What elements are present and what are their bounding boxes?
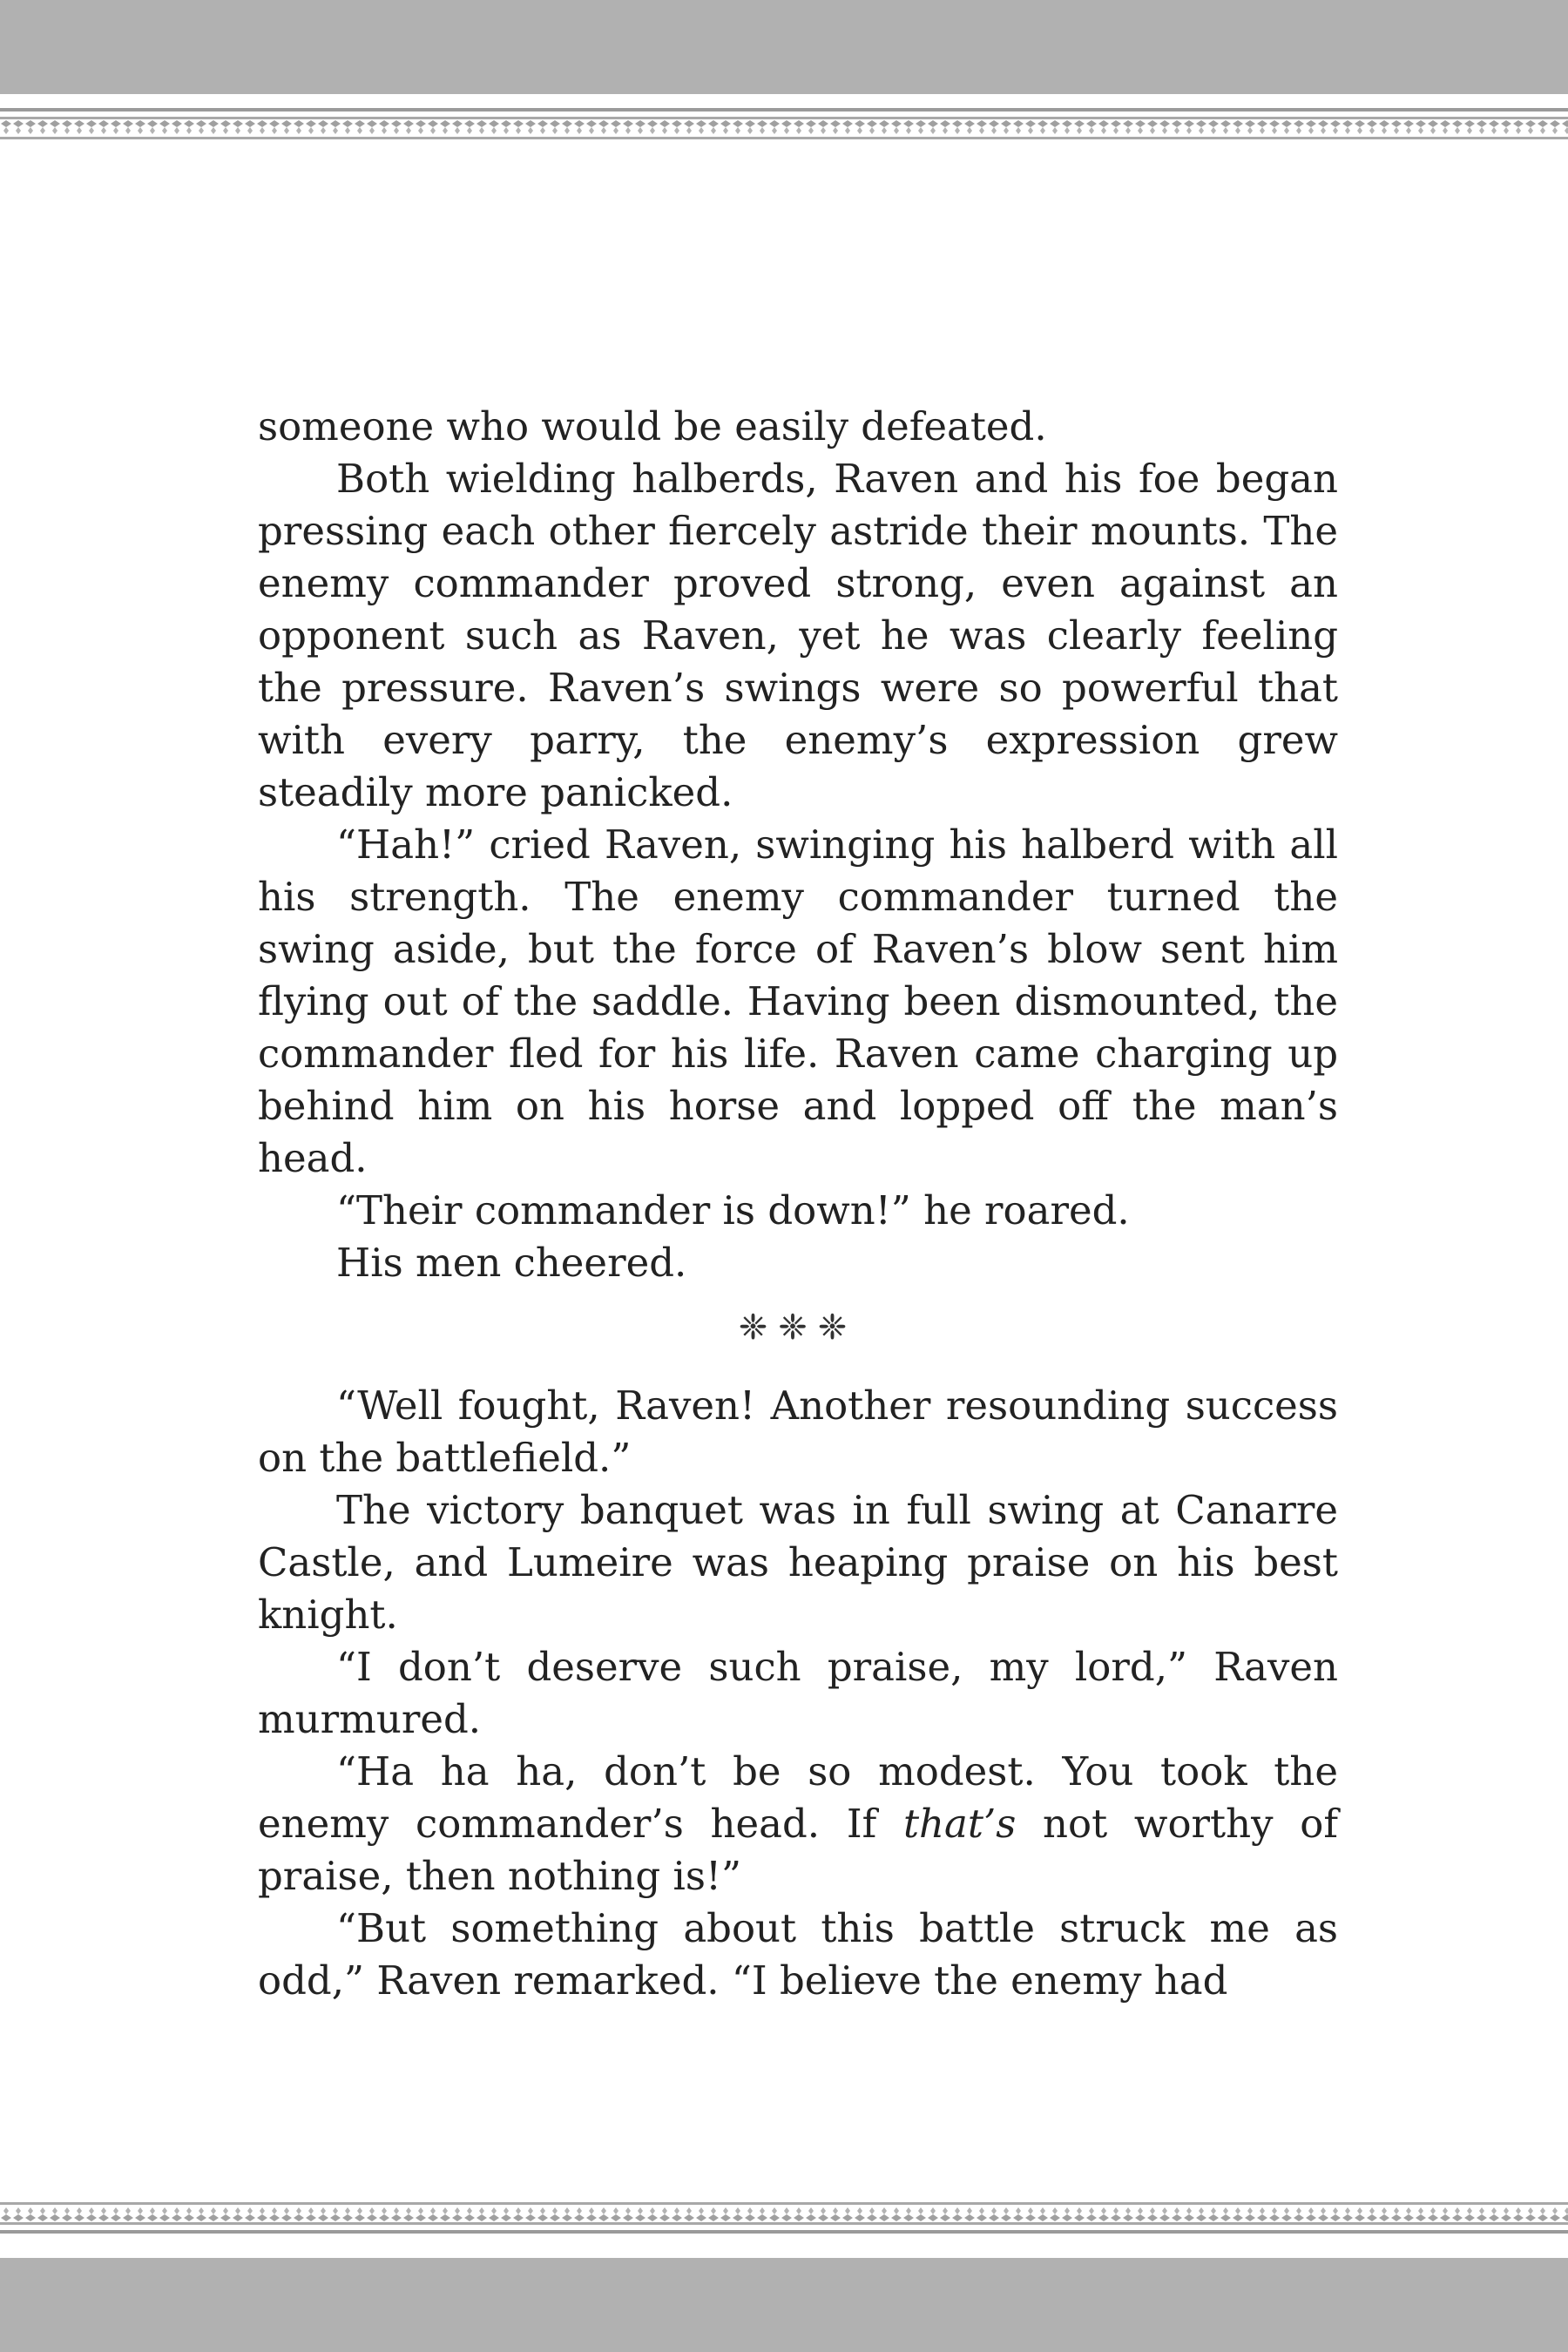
paragraph: His men cheered. bbox=[336, 1240, 687, 1286]
emphasized-word: that’s bbox=[902, 1801, 1017, 1847]
bottom-gray-band bbox=[0, 2258, 1568, 2352]
bottom-ornamental-border bbox=[0, 2193, 1568, 2234]
paragraph: someone who would be easily defeated. bbox=[258, 403, 1047, 449]
scene-break-ornament: ❈❈❈ bbox=[738, 1308, 858, 1348]
paragraph: “Their commander is down!” he roared. bbox=[336, 1187, 1130, 1233]
top-ornamental-border bbox=[0, 108, 1568, 148]
paragraph: “I don’t deserve such praise, my lord,” Raven murmured. bbox=[258, 1644, 1338, 1742]
text-run: not worthy of praise, then nothing is!” bbox=[258, 1801, 1338, 1899]
paragraph: “But something about this battle struck me as odd,” Raven remarked. “I believe the enemy had bbox=[258, 1905, 1338, 2004]
body-text bbox=[258, 401, 1338, 2007]
top-gray-band bbox=[0, 0, 1568, 94]
paragraph: The victory banquet was in full swing at Canarre Castle, and Lumeire was heaping praise on his best knight. bbox=[258, 1487, 1338, 1638]
paragraph: “Hah!” cried Raven, swinging his halberd with all his strength. The enemy commander turned the swing aside, but the force of Raven’s blow sent him flying out of the saddle. Having been dismounted, the commander fled for his life. Raven came charging up behind him on his horse and lopped off the man’s head. bbox=[258, 821, 1338, 1181]
paragraph: “Well fought, Raven! Another resounding success on the battlefield.” bbox=[258, 1382, 1338, 1481]
text-run: “Ha ha ha, don’t be so modest. You took the enemy commander’s head. If bbox=[258, 1748, 1338, 1847]
paragraph: Both wielding halberds, Raven and his foe began pressing each other fiercely astride their mounts. The enemy commander proved strong, even against an opponent such as Raven, yet he was clearly feeling the pressure. Raven’s swings were so powerful that with every parry, the enemy’s expression grew steadily more panicked. bbox=[258, 456, 1338, 815]
paragraph bbox=[258, 1746, 1338, 1903]
